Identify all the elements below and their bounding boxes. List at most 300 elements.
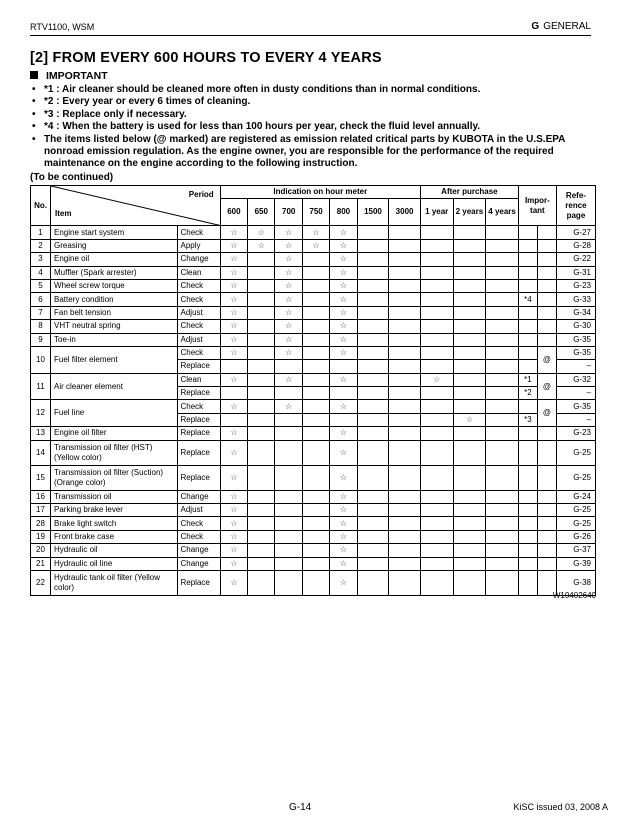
table-row (31, 530, 596, 543)
interval-cell (357, 440, 389, 465)
interval-cell (486, 226, 519, 239)
interval-cell (420, 226, 453, 239)
row-important-note: *1 (518, 373, 537, 386)
header-after: 1 year (420, 199, 453, 226)
interval-cell (302, 544, 329, 557)
interval-cell (275, 504, 302, 517)
row-important-note (518, 570, 537, 595)
emission-mark (537, 306, 556, 319)
interval-cell (357, 226, 389, 239)
interval-cell (453, 266, 486, 279)
interval-cell (453, 226, 486, 239)
star-icon: ☆ (230, 491, 238, 501)
interval-cell (389, 293, 421, 306)
row-number: 11 (31, 373, 51, 400)
header-important: Impor-tant (518, 186, 556, 226)
interval-cell (248, 400, 275, 413)
interval-cell (248, 346, 275, 359)
header-hour: 1500 (357, 199, 389, 226)
note-item: • The items listed below (@ marked) are registered as emission related critical parts by KUBOTA in the U.S.EPA nonroad emission regulation. As the engine owner, you are responsible for the performance of the required maintenance on the engine according to the following instruction. (30, 134, 596, 171)
interval-cell (248, 413, 275, 426)
interval-cell (357, 570, 389, 595)
row-reference: G-37 (556, 544, 595, 557)
star-icon: ☆ (230, 505, 238, 515)
notes-list (30, 84, 596, 171)
row-important-note (518, 465, 537, 490)
star-icon: ☆ (339, 558, 348, 568)
row-action: Check (177, 293, 220, 306)
interval-cell (389, 266, 421, 279)
interval-cell (357, 413, 389, 426)
interval-cell (486, 544, 519, 557)
star-icon: ☆ (339, 472, 348, 482)
row-reference: G-25 (556, 517, 595, 530)
star-icon: ☆ (257, 227, 265, 237)
star-icon: ☆ (339, 348, 348, 358)
interval-cell (248, 465, 275, 490)
interval-cell (389, 530, 421, 543)
interval-cell (248, 530, 275, 543)
interval-cell (420, 504, 453, 517)
interval-cell (389, 490, 421, 503)
table-row (31, 279, 596, 292)
star-icon: ☆ (339, 532, 348, 541)
note-item: • *2 : Every year or every 6 times of cleaning. (30, 96, 596, 108)
interval-cell (275, 570, 302, 595)
star-icon: ☆ (339, 240, 348, 250)
row-item: Greasing (51, 239, 177, 252)
star-icon: ☆ (339, 321, 348, 331)
interval-cell (330, 530, 357, 543)
row-reference: G-28 (556, 239, 595, 252)
interval-cell (302, 387, 329, 400)
interval-cell (486, 504, 519, 517)
emission-mark (537, 226, 556, 239)
interval-cell (302, 239, 329, 252)
row-reference: – (556, 387, 595, 400)
row-important-note: *4 (518, 293, 537, 306)
row-reference: G-23 (556, 279, 595, 292)
star-icon: ☆ (230, 518, 238, 528)
interval-cell (330, 400, 357, 413)
interval-cell (275, 346, 302, 359)
row-important-note: *3 (518, 413, 537, 426)
row-item: Brake light switch (51, 517, 177, 530)
row-action: Apply (177, 239, 220, 252)
interval-cell (275, 239, 302, 252)
interval-cell (220, 387, 247, 400)
interval-cell (357, 530, 389, 543)
interval-cell (220, 570, 247, 595)
emission-mark (537, 333, 556, 346)
header-rule (30, 35, 591, 36)
star-icon: ☆ (285, 401, 293, 411)
header-hour: 600 (220, 199, 247, 226)
interval-cell (486, 413, 519, 426)
interval-cell (302, 400, 329, 413)
interval-cell (330, 266, 357, 279)
interval-cell (275, 530, 302, 543)
interval-cell (302, 226, 329, 239)
interval-cell (220, 413, 247, 426)
interval-cell (302, 306, 329, 319)
row-important-note (518, 253, 537, 266)
interval-cell (486, 266, 519, 279)
interval-cell (389, 333, 421, 346)
row-action: Replace (177, 427, 220, 440)
star-icon: ☆ (230, 254, 238, 264)
interval-cell (220, 346, 247, 359)
interval-cell (275, 320, 302, 333)
star-icon: ☆ (230, 472, 238, 482)
row-item: Fan belt tension (51, 306, 177, 319)
row-action: Check (177, 530, 220, 543)
interval-cell (330, 333, 357, 346)
row-important-note (518, 306, 537, 319)
star-icon: ☆ (339, 447, 348, 457)
interval-cell (302, 440, 329, 465)
note-item: • *3 : Replace only if necessary. (30, 109, 596, 121)
interval-cell (420, 293, 453, 306)
row-number: 19 (31, 530, 51, 543)
interval-cell (486, 530, 519, 543)
interval-cell (389, 373, 421, 386)
emission-mark: @ (537, 373, 556, 400)
star-icon: ☆ (285, 348, 293, 358)
interval-cell (389, 440, 421, 465)
interval-cell (248, 360, 275, 373)
interval-cell (357, 346, 389, 359)
interval-cell (248, 333, 275, 346)
star-icon: ☆ (230, 294, 238, 304)
interval-cell (275, 226, 302, 239)
interval-cell (302, 504, 329, 517)
table-row (31, 333, 596, 346)
star-icon: ☆ (230, 401, 238, 411)
interval-cell (486, 373, 519, 386)
row-reference: G-25 (556, 465, 595, 490)
interval-cell (330, 293, 357, 306)
table-row (31, 400, 596, 413)
emission-mark (537, 253, 556, 266)
header-after-purchase: After purchase (420, 186, 518, 199)
row-important-note (518, 517, 537, 530)
header-indication: Indication on hour meter (220, 186, 420, 199)
emission-mark (537, 427, 556, 440)
interval-cell (357, 293, 389, 306)
star-icon: ☆ (285, 281, 293, 291)
interval-cell (453, 427, 486, 440)
interval-cell (357, 279, 389, 292)
interval-cell (357, 253, 389, 266)
interval-cell (420, 346, 453, 359)
interval-cell (420, 465, 453, 490)
interval-cell (453, 333, 486, 346)
table-row (31, 544, 596, 557)
interval-cell (248, 544, 275, 557)
star-icon: ☆ (339, 294, 348, 304)
interval-cell (330, 373, 357, 386)
row-reference: – (556, 413, 595, 426)
interval-cell (302, 557, 329, 570)
interval-cell (389, 387, 421, 400)
row-item: Battery condition (51, 293, 177, 306)
interval-cell (453, 504, 486, 517)
interval-cell (486, 279, 519, 292)
interval-cell (330, 570, 357, 595)
interval-cell (357, 373, 389, 386)
interval-cell (389, 239, 421, 252)
interval-cell (248, 306, 275, 319)
interval-cell (453, 413, 486, 426)
interval-cell (453, 400, 486, 413)
star-icon: ☆ (339, 267, 348, 277)
row-reference: G-25 (556, 504, 595, 517)
row-reference: G-22 (556, 253, 595, 266)
interval-cell (420, 239, 453, 252)
row-action: Change (177, 544, 220, 557)
row-reference: G-39 (556, 557, 595, 570)
interval-cell (220, 400, 247, 413)
interval-cell (330, 279, 357, 292)
interval-cell (302, 413, 329, 426)
star-icon: ☆ (312, 240, 320, 250)
interval-cell (389, 346, 421, 359)
row-action: Check (177, 320, 220, 333)
interval-cell (275, 333, 302, 346)
star-icon: ☆ (230, 267, 238, 277)
interval-cell (389, 504, 421, 517)
interval-cell (420, 490, 453, 503)
interval-cell (275, 440, 302, 465)
interval-cell (248, 517, 275, 530)
star-icon: ☆ (339, 374, 348, 384)
row-reference: G-30 (556, 320, 595, 333)
interval-cell (220, 557, 247, 570)
emission-mark (537, 239, 556, 252)
row-important-note (518, 360, 537, 373)
row-reference: G-35 (556, 400, 595, 413)
interval-cell (330, 346, 357, 359)
interval-cell (248, 226, 275, 239)
interval-cell (330, 504, 357, 517)
row-number: 13 (31, 427, 51, 440)
interval-cell (357, 266, 389, 279)
interval-cell (357, 465, 389, 490)
star-icon: ☆ (230, 321, 238, 331)
interval-cell (330, 465, 357, 490)
star-icon: ☆ (230, 374, 238, 384)
row-action: Adjust (177, 504, 220, 517)
row-number: 12 (31, 400, 51, 427)
section-letter: G (531, 21, 540, 32)
row-action: Replace (177, 570, 220, 595)
interval-cell (330, 306, 357, 319)
issue-info: KiSC issued 03, 2008 A (513, 802, 608, 812)
interval-cell (453, 557, 486, 570)
row-reference: G-26 (556, 530, 595, 543)
interval-cell (420, 360, 453, 373)
emission-mark (537, 266, 556, 279)
row-action: Adjust (177, 333, 220, 346)
table-row (31, 306, 596, 319)
interval-cell (453, 373, 486, 386)
row-reference: G-24 (556, 490, 595, 503)
interval-cell (330, 226, 357, 239)
star-icon: ☆ (339, 428, 348, 438)
interval-cell (486, 320, 519, 333)
interval-cell (220, 253, 247, 266)
table-row (31, 293, 596, 306)
interval-cell (420, 320, 453, 333)
interval-cell (420, 266, 453, 279)
row-action: Change (177, 253, 220, 266)
star-icon: ☆ (230, 227, 238, 237)
row-number: 16 (31, 490, 51, 503)
interval-cell (486, 387, 519, 400)
interval-cell (302, 253, 329, 266)
star-icon: ☆ (465, 415, 473, 425)
interval-cell (330, 490, 357, 503)
row-action: Change (177, 490, 220, 503)
interval-cell (330, 517, 357, 530)
star-icon: ☆ (285, 254, 293, 264)
emission-mark (537, 517, 556, 530)
interval-cell (302, 279, 329, 292)
star-icon: ☆ (230, 447, 238, 457)
interval-cell (302, 333, 329, 346)
star-icon: ☆ (339, 545, 348, 555)
row-reference: G-23 (556, 427, 595, 440)
figure-code: W10402640 (552, 591, 596, 600)
row-number: 15 (31, 465, 51, 490)
header-after: 2 years (453, 199, 486, 226)
star-icon: ☆ (339, 281, 348, 291)
star-icon: ☆ (285, 321, 293, 331)
interval-cell (453, 570, 486, 595)
header-hour: 3000 (389, 199, 421, 226)
interval-cell (420, 570, 453, 595)
star-icon: ☆ (285, 227, 293, 237)
page-title: [2] FROM EVERY 600 HOURS TO EVERY 4 YEARS (30, 50, 382, 66)
interval-cell (275, 253, 302, 266)
interval-cell (330, 557, 357, 570)
interval-cell (453, 517, 486, 530)
interval-cell (302, 373, 329, 386)
interval-cell (275, 544, 302, 557)
important-heading (30, 70, 108, 82)
header-hour: 750 (302, 199, 329, 226)
interval-cell (420, 427, 453, 440)
star-icon: ☆ (230, 334, 238, 344)
interval-cell (302, 266, 329, 279)
star-icon: ☆ (230, 532, 238, 541)
emission-mark (537, 490, 556, 503)
star-icon: ☆ (230, 545, 238, 555)
row-reference: – (556, 360, 595, 373)
interval-cell (453, 279, 486, 292)
star-icon: ☆ (285, 334, 293, 344)
table-row (31, 373, 596, 386)
row-action: Clean (177, 266, 220, 279)
row-number: 9 (31, 333, 51, 346)
interval-cell (389, 413, 421, 426)
row-item: Engine oil (51, 253, 177, 266)
interval-cell (453, 360, 486, 373)
row-number: 6 (31, 293, 51, 306)
row-reference: G-35 (556, 346, 595, 359)
interval-cell (330, 239, 357, 252)
interval-cell (275, 266, 302, 279)
interval-cell (420, 517, 453, 530)
interval-cell (420, 253, 453, 266)
interval-cell (330, 427, 357, 440)
header-reference: Refe-rence page (556, 186, 595, 226)
interval-cell (486, 465, 519, 490)
interval-cell (275, 279, 302, 292)
interval-cell (453, 490, 486, 503)
row-number: 10 (31, 346, 51, 373)
interval-cell (357, 557, 389, 570)
interval-cell (302, 293, 329, 306)
note-item: • *4 : When the battery is used for less than 100 hours per year, check the fluid level annually. (30, 121, 596, 133)
interval-cell (389, 465, 421, 490)
interval-cell (275, 465, 302, 490)
important-label: IMPORTANT (46, 70, 108, 82)
interval-cell (220, 530, 247, 543)
row-important-note (518, 320, 537, 333)
interval-cell (420, 544, 453, 557)
emission-mark: @ (537, 346, 556, 373)
star-icon: ☆ (285, 374, 293, 384)
interval-cell (486, 306, 519, 319)
row-item: Transmission oil filter (HST) (Yellow color) (51, 440, 177, 465)
interval-cell (220, 517, 247, 530)
interval-cell (248, 293, 275, 306)
interval-cell (486, 360, 519, 373)
star-icon: ☆ (257, 240, 265, 250)
row-reference: G-35 (556, 333, 595, 346)
row-item: Fuel filter element (51, 346, 177, 373)
interval-cell (302, 517, 329, 530)
header-hour: 700 (275, 199, 302, 226)
row-important-note (518, 400, 537, 413)
star-icon: ☆ (312, 227, 320, 237)
emission-mark (537, 293, 556, 306)
interval-cell (357, 490, 389, 503)
star-icon: ☆ (339, 577, 348, 587)
interval-cell (389, 544, 421, 557)
row-number: 7 (31, 306, 51, 319)
interval-cell (248, 253, 275, 266)
interval-cell (248, 373, 275, 386)
interval-cell (302, 360, 329, 373)
row-reference: G-25 (556, 440, 595, 465)
star-icon: ☆ (339, 307, 348, 317)
interval-cell (486, 333, 519, 346)
row-item: Hydraulic oil line (51, 557, 177, 570)
row-reference: G-33 (556, 293, 595, 306)
interval-cell (486, 490, 519, 503)
row-number: 4 (31, 266, 51, 279)
row-item: Transmission oil filter (Suction) (Orange color) (51, 465, 177, 490)
table-row (31, 504, 596, 517)
star-icon: ☆ (230, 281, 238, 291)
table-row (31, 517, 596, 530)
star-icon: ☆ (230, 240, 238, 250)
row-item: Hydraulic tank oil filter (Yellow color) (51, 570, 177, 595)
interval-cell (220, 360, 247, 373)
